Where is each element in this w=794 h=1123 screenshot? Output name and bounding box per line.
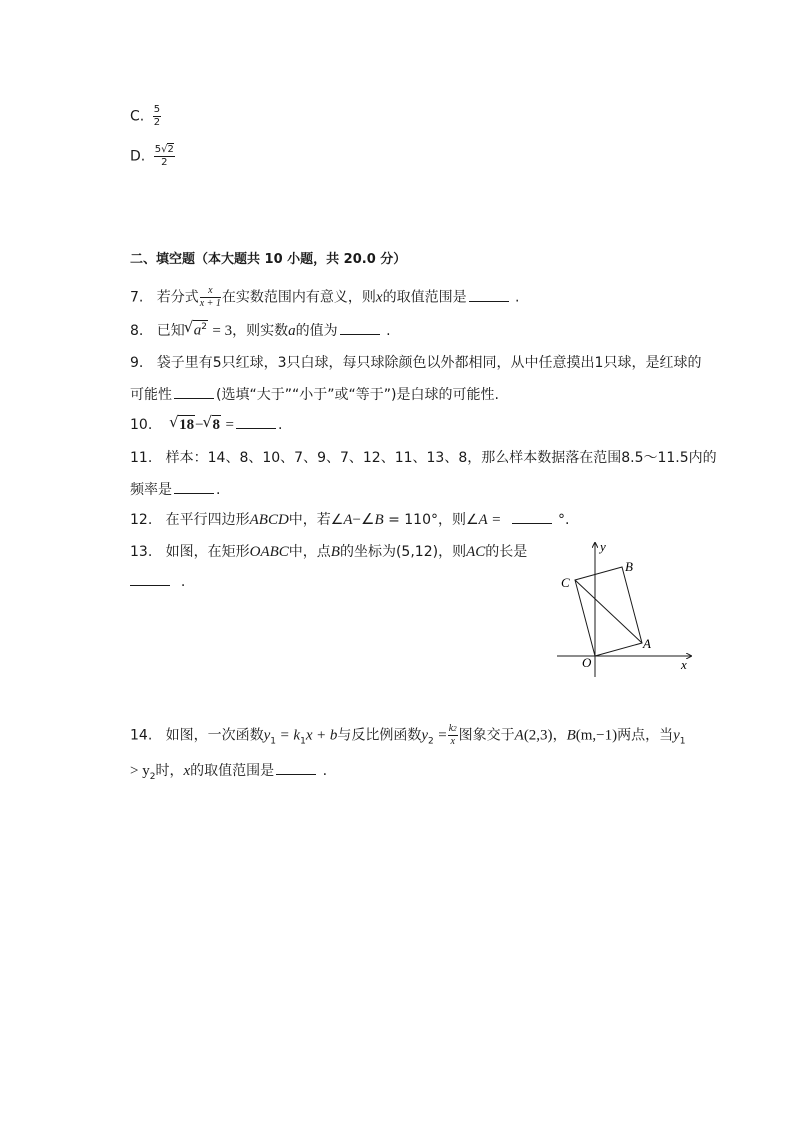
answer-blank[interactable]: [174, 481, 214, 494]
option-d-label: D.: [130, 148, 146, 165]
q8-sqrt: [185, 320, 208, 340]
question-11: [130, 447, 717, 467]
q7-fraction-denominator: x + 1: [199, 298, 221, 309]
q7-fraction-numerator: x: [200, 286, 221, 298]
q14-x1: x: [305, 727, 313, 744]
q14-point-b: B: [566, 727, 576, 744]
q14-y1: y: [263, 727, 271, 744]
q8-text-b: ，则实数: [232, 323, 289, 339]
q14-separator: ，: [552, 727, 567, 744]
question-number: 12.: [130, 512, 153, 528]
q7-end: .: [515, 289, 520, 306]
q14-text-c: 与反比例函数: [337, 727, 422, 744]
q14-fraction-numerator: k2: [448, 723, 457, 734]
question-14: 14. 如图，一次函数$y_1 = k_1x + b$与反比例函数$y_2$ = $\frac{k2}{x}$ 图象交于A(2,3)，B(m,−1)两点，当$y_1$: [130, 723, 686, 747]
q8-equals: = 3: [212, 323, 233, 339]
diagonal-ac: [575, 580, 642, 643]
option-c-label: C.: [130, 108, 145, 125]
q14-equals-1: =: [280, 727, 289, 744]
question-14-line-2: > $y_2$时，x的取值范围是 .: [130, 763, 328, 782]
question-7: [130, 286, 519, 309]
label-y: y: [600, 539, 606, 554]
answer-blank[interactable]: [236, 416, 276, 429]
q7-fraction: [200, 286, 221, 309]
label-a: A: [643, 636, 651, 651]
question-number: 8.: [130, 323, 144, 339]
question-10: [130, 415, 282, 434]
q14-text-a: 如图，一次函数: [165, 727, 264, 744]
q12-end: °.: [557, 512, 570, 528]
option-d: [130, 145, 176, 168]
label-x: x: [681, 657, 687, 672]
question-number: 11.: [130, 450, 153, 466]
q10-sqrt-1: [170, 415, 195, 434]
q14-text-when: 时，: [155, 763, 184, 779]
q10-sqrt-2: [204, 415, 222, 434]
q8-text-a: 已知: [156, 323, 185, 339]
option-d-radicand: 2: [167, 144, 174, 155]
q14-k1: k: [293, 727, 301, 744]
q10-radicand-1: 18: [179, 417, 195, 433]
option-d-fraction: [154, 145, 175, 168]
q9-text-b: (选填“大于”“小于”或“等于”)是白球的可能性.: [216, 387, 499, 403]
q7-text-a: 若分式: [156, 289, 199, 306]
q13-segment: AC: [466, 544, 486, 560]
q8-radicand: a: [193, 323, 202, 339]
option-c: [130, 105, 162, 128]
label-b: B: [625, 559, 633, 574]
option-d-numerator: 5√2: [154, 144, 174, 155]
q12-equals: = 110°，则∠: [388, 512, 479, 528]
q10-end: .: [277, 417, 283, 433]
q7-text-b: 在实数范围内有意义，则: [221, 289, 376, 306]
answer-blank[interactable]: [469, 289, 509, 302]
option-d-denominator: 2: [161, 157, 168, 168]
question-8: [130, 320, 391, 340]
q8-exponent: 2: [201, 322, 207, 333]
q8-text-c: 的值为: [295, 323, 338, 339]
option-c-denominator: 2: [153, 117, 161, 128]
q13-text-a: 如图，在矩形: [165, 544, 250, 560]
option-c-numerator: 5: [153, 104, 161, 115]
q8-variable: a: [288, 323, 296, 339]
question-number: 14.: [130, 727, 153, 744]
q12-minus: −∠: [352, 512, 375, 528]
q14-text-e: 两点，当: [617, 727, 674, 744]
question-9-line-2: [130, 384, 499, 404]
question-number: 10.: [130, 417, 153, 433]
answer-blank[interactable]: [512, 511, 552, 524]
question-number: 9.: [130, 355, 144, 371]
q12-angle-a-2: A: [478, 512, 488, 528]
q14-text-d: 图象交于: [458, 727, 515, 744]
q12-angle-a: A: [343, 512, 353, 528]
q14-inequality: > y: [130, 763, 150, 779]
q13-text-b: 中，点: [288, 544, 331, 560]
label-c: C: [561, 575, 570, 590]
q14-plus: +: [316, 727, 326, 744]
q8-end: .: [386, 323, 391, 339]
q12-equals-2: =: [492, 512, 501, 528]
question-13: [130, 541, 527, 561]
q13-text-d: 的长是: [485, 544, 528, 560]
q9-text-a: 可能性: [130, 387, 172, 403]
q14-text-range: 的取值范围是: [190, 763, 275, 779]
q12-angle-b: B: [374, 512, 384, 528]
q14-y2: y: [421, 727, 429, 744]
question-number: 13.: [130, 544, 153, 560]
label-o: O: [582, 655, 592, 670]
q14-y1-b: y: [673, 727, 680, 744]
question-12: [130, 509, 569, 529]
q14-x-var: x: [183, 763, 191, 779]
q14-equals-2: =: [438, 727, 447, 744]
q13-text-c: 的坐标为(5,12)，则: [339, 544, 467, 560]
rectangle-figure: [555, 535, 700, 680]
question-13-line-2: [130, 573, 185, 590]
q13-point: B: [330, 544, 340, 560]
q12-text-a: 在平行四边形: [165, 512, 250, 528]
answer-blank[interactable]: [340, 322, 380, 335]
q14-point-a-coord: (2,3): [523, 727, 553, 744]
q14-k2: k: [448, 723, 454, 734]
answer-blank[interactable]: [130, 573, 170, 586]
question-9: [130, 352, 701, 372]
q10-radicand-2: 8: [212, 417, 221, 433]
q9-line-1: 袋子里有5只红球，3只白球，每只球除颜色以外都相同，从中任意摸出1只球，是红球的: [156, 355, 702, 371]
q12-shape: ABCD: [249, 512, 289, 528]
q14-point-b-coord: (m,−1): [575, 727, 618, 744]
q13-shape: OABC: [249, 544, 289, 560]
q11-line-1: 样本：14、8、10、7、9、7、12、11、13、8，那么样本数据落在范围8.5～11.5内的: [165, 450, 717, 466]
q13-end: .: [180, 574, 186, 590]
q14-b: b: [329, 727, 338, 744]
q10-equals: =: [225, 417, 234, 433]
q14-fraction: [448, 724, 458, 747]
answer-blank[interactable]: [174, 386, 214, 399]
option-d-coef: 5: [154, 144, 162, 155]
section-title: 二、填空题（本大题共 10 小题，共 20.0 分）: [130, 252, 407, 267]
q10-minus: −: [195, 417, 204, 433]
q7-text-c: 的取值范围是: [382, 289, 467, 306]
q14-end: .: [322, 763, 328, 779]
question-number: 7.: [130, 289, 144, 306]
q11-text-a: 频率是: [130, 482, 172, 498]
q11-end: .: [216, 482, 221, 498]
q12-text-b: 中，若∠: [288, 512, 344, 528]
q7-variable: x: [375, 289, 383, 306]
q14-fraction-denominator: x: [450, 736, 455, 747]
question-11-line-2: [130, 479, 220, 499]
option-c-fraction: [153, 105, 161, 128]
q14-point-a: A: [514, 727, 524, 744]
answer-blank[interactable]: [276, 762, 316, 775]
